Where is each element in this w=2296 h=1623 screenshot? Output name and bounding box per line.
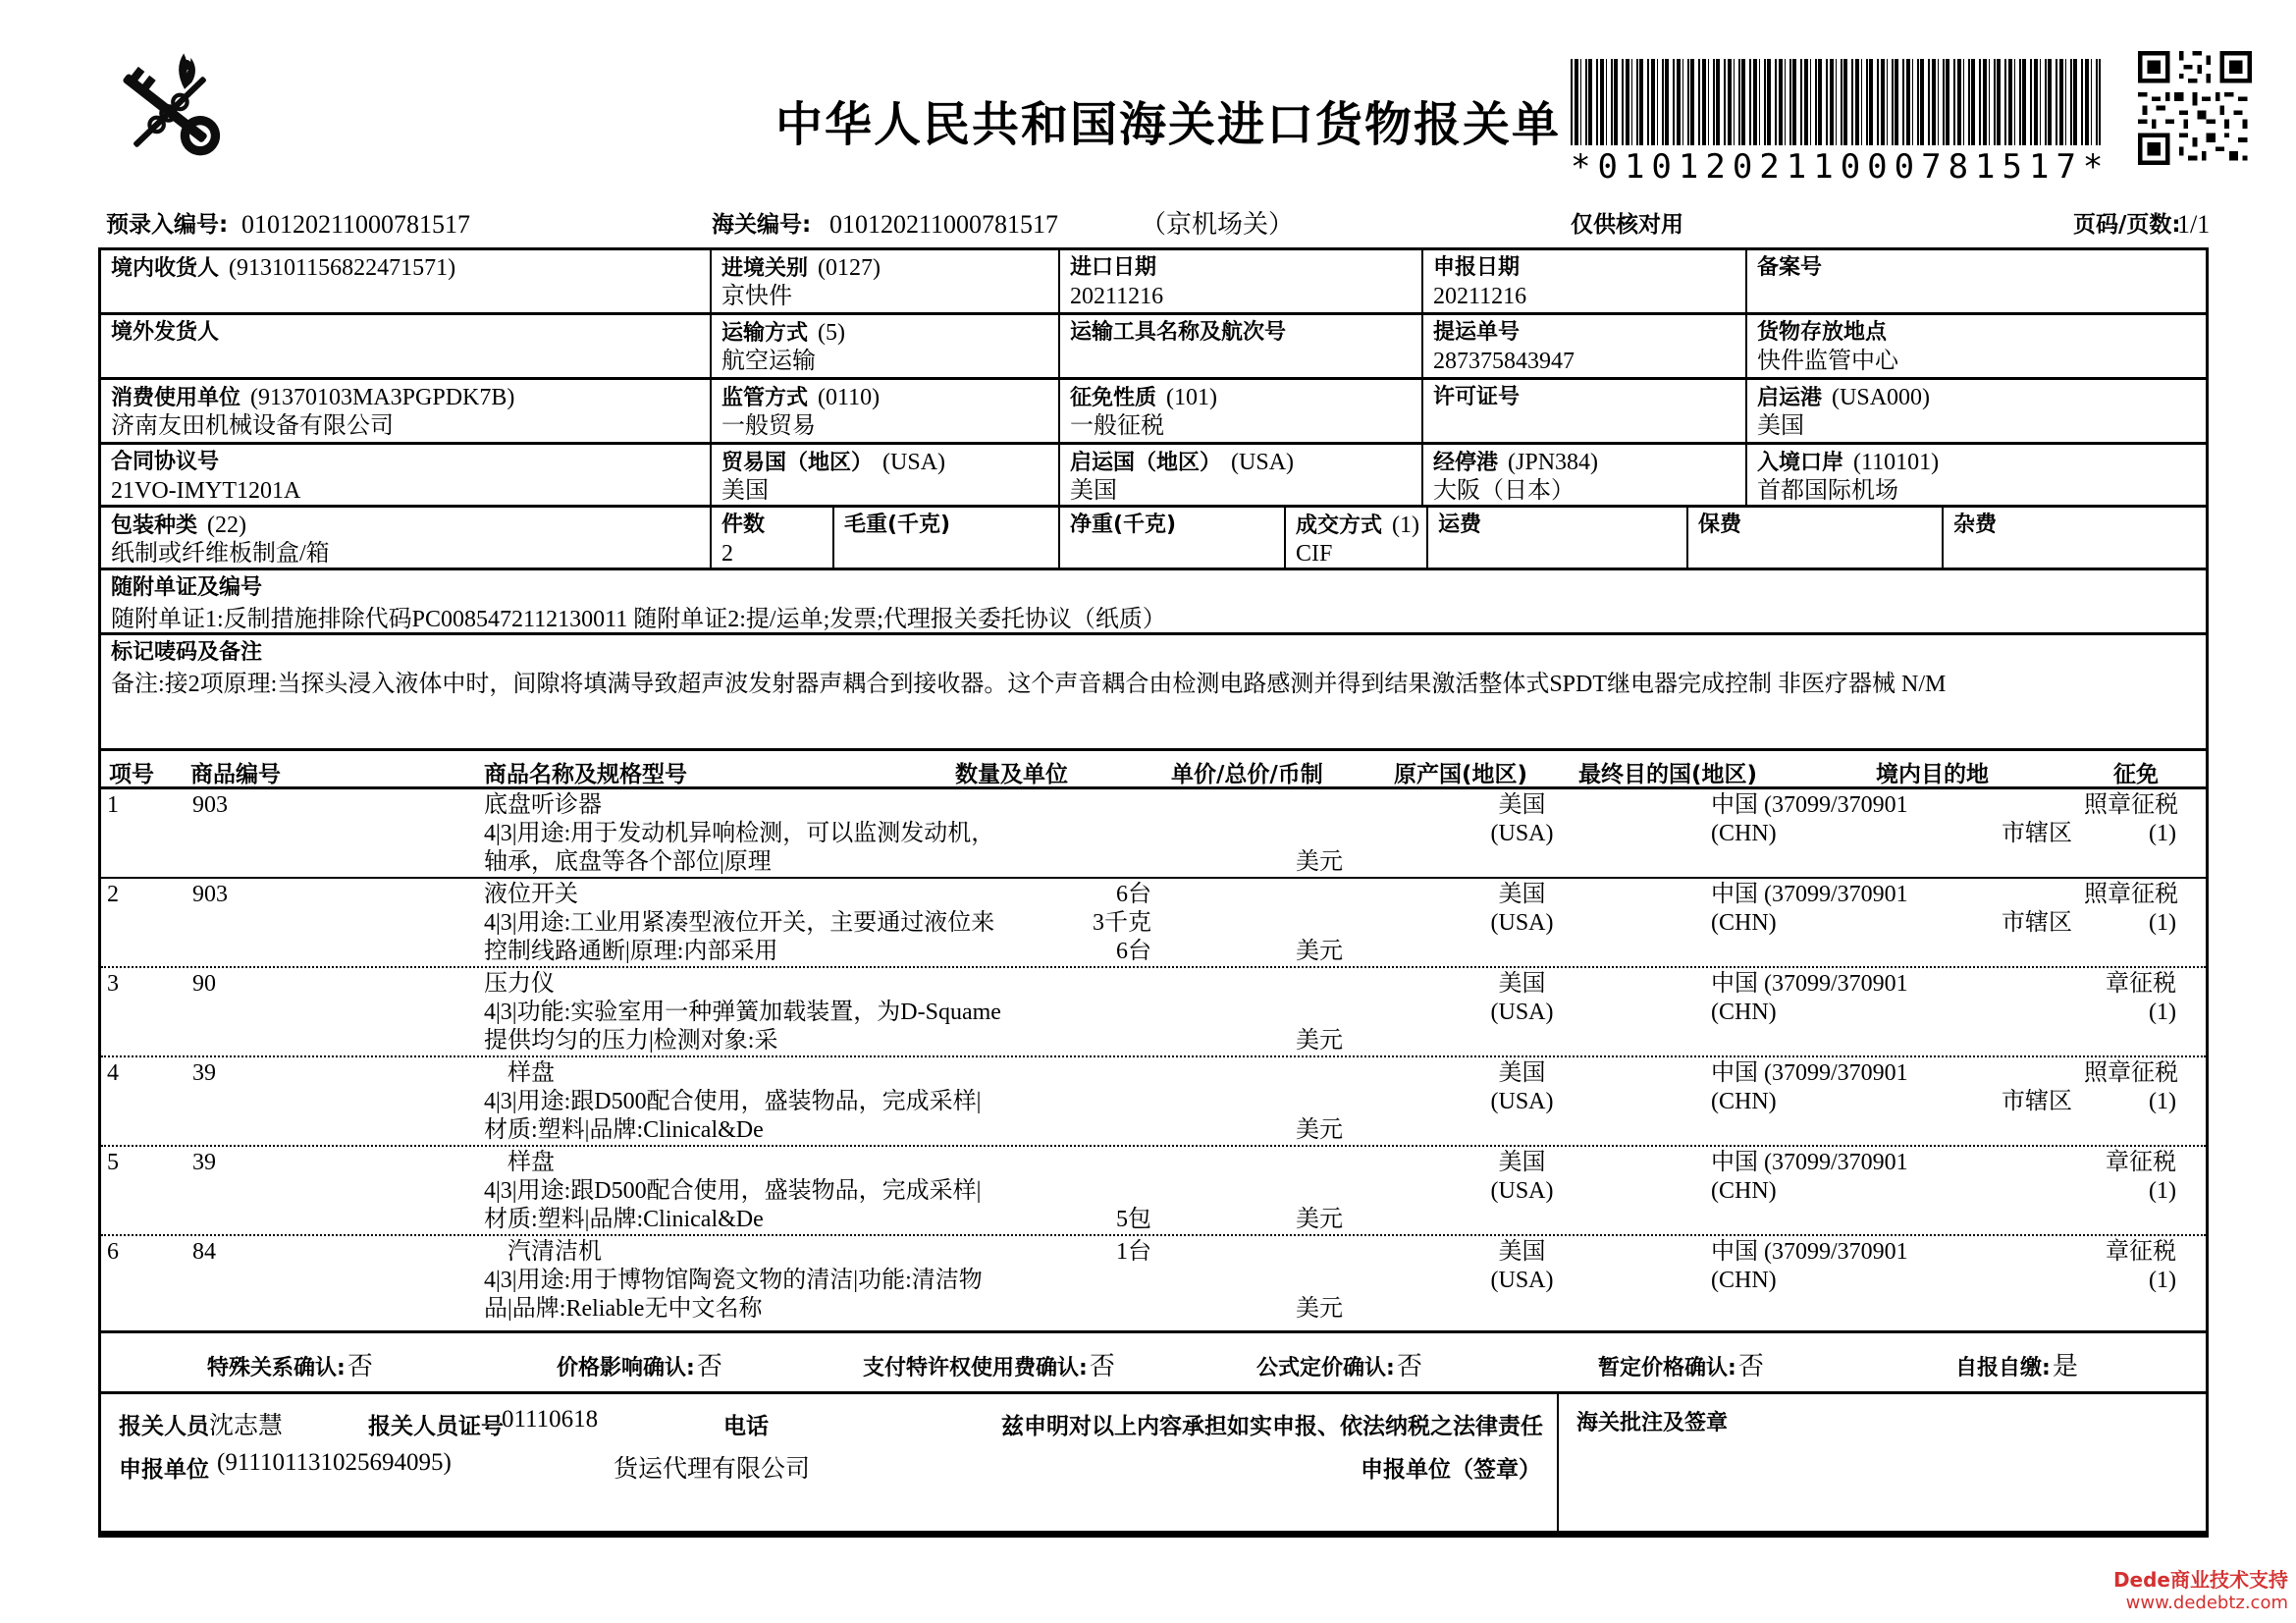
goods-row-4: [101, 1057, 2206, 1147]
item-qty: 1台: [1116, 1239, 1151, 1265]
item-tax: 章征税 (1): [2106, 1150, 2176, 1204]
confirm-price-influence: 价格影响确认:否: [557, 1352, 722, 1380]
item-domestic: 市辖区: [2002, 821, 2072, 846]
info-row-5: [101, 508, 2206, 570]
field-entry-port: 入境口岸 (110101) 首都国际机场: [1745, 445, 2206, 505]
watermark: [2113, 1568, 2288, 1615]
meta-row: [98, 208, 2209, 243]
info-row-1: [101, 250, 2206, 315]
col-origin-country: 原产国(地区): [1394, 762, 1528, 787]
field-bill-no: 提运单号 287375843947: [1421, 315, 1745, 377]
field-departure-port: 启运港 (USA000) 美国: [1745, 380, 2206, 442]
field-consumer-unit: 消费使用单位 (91370103MA3PGPDK7B) 济南友田机械设备有限公司: [111, 385, 515, 439]
customs-emblem-logo: [104, 51, 236, 173]
item-code: 903: [192, 792, 228, 818]
customs-note-label: 海关批注及签章: [1576, 1411, 1729, 1435]
legal-statement: 兹申明对以上内容承担如实申报、依法纳税之法律责任: [1001, 1414, 1543, 1439]
item-qty: [1083, 1059, 1151, 1145]
item-qty: 5包: [1116, 1207, 1151, 1232]
item-dest: 中国 (37099/370901 (CHN): [1711, 792, 1908, 846]
attached-documents-section: 随附单证及编号 随附单证1:反制措施排除代码PC0085472112130011 随附单证2:提/运单;发票;代理报关委托协议（纸质）: [101, 570, 2206, 635]
item-origin: 美国 (USA): [1490, 971, 1554, 1025]
field-supervision-mode: 监管方式 (0110) 一般贸易: [710, 380, 1058, 442]
field-transport-mode: 运输方式 (5) 航空运输: [710, 315, 1058, 377]
field-overseas-shipper: 境外发货人: [111, 320, 220, 345]
item-currency: 美元: [1296, 1296, 1343, 1322]
info-row-2: [101, 315, 2206, 380]
field-import-date: 进口日期 20211216: [1058, 250, 1421, 312]
item-name: 底盘听诊器 4|3|用途:用于发动机异响检测，可以监测发动机， 轴承，底盘等各个部位|原理: [484, 792, 995, 875]
page-label: 页码/页数:: [2073, 212, 2181, 238]
item-dest: 中国 (37099/370901 (CHN): [1711, 882, 1908, 936]
item-no: 6: [107, 1239, 119, 1265]
col-domestic-dest: 境内目的地: [1876, 762, 1989, 787]
field-net-weight: 净重(千克): [1058, 508, 1284, 568]
item-dest: 中国 (37099/370901 (CHN): [1711, 1150, 1908, 1204]
goods-row-6: [101, 1236, 2206, 1330]
item-code: 39: [192, 1060, 216, 1086]
field-packing-type: 包装种类 (22) 纸制或纤维板制盒/箱: [111, 513, 330, 567]
field-label: 境内收货人: [111, 256, 220, 281]
declarant-label: 报关人员: [119, 1414, 209, 1439]
customs-office: （京机场关）: [1141, 210, 1295, 239]
declarant-id: 01110618: [502, 1406, 599, 1433]
col-dest-country: 最终目的国(地区): [1578, 762, 1758, 787]
field-transit-port: 经停港 (JPN384) 大阪（日本）: [1421, 445, 1745, 505]
item-dest: 中国 (37099/370901 (CHN): [1711, 1239, 1908, 1293]
item-code: 90: [192, 971, 216, 997]
item-code: 84: [192, 1239, 216, 1265]
field-value: [111, 282, 700, 311]
check-only-note: 仅供核对用: [1571, 212, 1683, 238]
item-qty: 6台 3千克 6台: [1093, 882, 1151, 964]
info-row-4: [101, 445, 2206, 508]
item-domestic: [1956, 1149, 2084, 1234]
customs-no: 010120211000781517: [829, 210, 1059, 239]
item-domestic: [1956, 970, 2084, 1055]
item-domestic: 市辖区: [2002, 1089, 2072, 1114]
goods-row-1: [101, 789, 2206, 879]
item-name: 汽清洁机 4|3|用途:用于博物馆陶瓷文物的清洁|功能:清洁物 品|品牌:Reliable无中文名称: [484, 1239, 983, 1322]
confirm-special-relation: 特殊关系确认:否: [207, 1352, 373, 1380]
item-no: 2: [107, 882, 119, 907]
goods-table-header: [101, 751, 2206, 789]
barcode: [1571, 59, 2110, 187]
field-gross-weight: 毛重(千克): [832, 508, 1058, 568]
col-price-currency: 单价/总价/币制: [1171, 762, 1323, 787]
item-name: 压力仪 4|3|功能:实验室用一种弹簧加载装置，为D-Squame 提供均匀的压力|检测对象:采: [484, 971, 1001, 1054]
footer-section: [101, 1394, 2206, 1531]
page-value: 1/1: [2177, 210, 2211, 239]
field-record-no: 备案号: [1745, 250, 2206, 312]
field-trade-country: 贸易国（地区） (USA) 美国: [710, 445, 1058, 505]
item-no: 1: [107, 792, 119, 818]
watermark-line1: Dede商业技术支持: [2112, 1568, 2288, 1592]
declare-unit-seal-label: 申报单位（签章）: [1361, 1457, 1541, 1483]
field-tax-nature: 征免性质 (101) 一般征税: [1058, 380, 1421, 442]
item-tax: 章征税 (1): [2106, 971, 2176, 1025]
col-qty-unit: 数量及单位: [955, 762, 1068, 787]
phone-label: 电话: [723, 1414, 769, 1439]
item-tax: 照章征税 (1): [2084, 1060, 2178, 1114]
field-transaction-mode: 成交方式 (1) CIF: [1284, 508, 1426, 568]
pre-entry-no: 010120211000781517: [241, 210, 471, 239]
declarant-id-label: 报关人员证号: [368, 1414, 504, 1439]
col-item-no: 项号: [109, 762, 154, 787]
field-freight: 运费: [1426, 508, 1686, 568]
barcode-text: *010120211000781517*: [1571, 147, 2110, 187]
item-currency: 美元: [1296, 849, 1343, 875]
customs-no-label: 海关编号:: [712, 212, 812, 238]
item-tax: 照章征税 (1): [2084, 792, 2178, 846]
field-storage-place: 货物存放地点 快件监管中心: [1745, 315, 2206, 377]
footer-left: [101, 1394, 1559, 1531]
item-currency: 美元: [1296, 1117, 1343, 1143]
item-origin: 美国 (USA): [1490, 1239, 1554, 1293]
info-row-3: [101, 380, 2206, 445]
form-title: 中华人民共和国海关进口货物报关单: [774, 97, 1561, 152]
item-currency: 美元: [1296, 1207, 1343, 1232]
goods-row-5: [101, 1147, 2206, 1236]
field-insurance: 保费: [1686, 508, 1942, 568]
col-tax-exemption: 征免: [2113, 762, 2159, 787]
item-dest: 中国 (37099/370901 (CHN): [1711, 971, 1908, 1025]
field-misc-fee: 杂费: [1942, 508, 2206, 568]
qr-code-icon: [2138, 51, 2252, 165]
marks-notes-value: 备注:接2项原理:当探头浸入液体中时，间隙将填满导致超声波发射器声耦合到接收器。这个声音耦合由检测电路感测并得到结果激活整体式SPDT继电器完成控制 非医疗器械 N/M: [111, 672, 1947, 697]
item-qty: [1083, 791, 1151, 877]
item-origin: 美国 (USA): [1490, 1060, 1554, 1114]
confirm-self-declaration: 自报自缴:是: [1955, 1352, 2078, 1380]
col-item-name: 商品名称及规格型号: [484, 762, 687, 787]
field-code: (913101156822471571): [229, 255, 456, 281]
item-qty: [1083, 970, 1151, 1055]
item-tax: 章征税 (1): [2106, 1239, 2176, 1293]
field-entry-customs: 进境关别 (0127) 京快件: [710, 250, 1058, 312]
confirm-formula-pricing: 公式定价确认:否: [1256, 1352, 1422, 1380]
field-pieces: 件数 2: [710, 508, 832, 568]
confirm-royalty-payment: 支付特许权使用费确认:否: [863, 1352, 1115, 1380]
form-table: [98, 247, 2209, 1538]
barcode-bars-icon: [1571, 59, 2101, 145]
item-tax: 照章征税 (1): [2084, 882, 2178, 936]
attached-documents-value: 随附单证1:反制措施排除代码PC0085472112130011 随附单证2:提/运单;发票;代理报关委托协议（纸质）: [111, 607, 1166, 632]
goods-row-3: [101, 968, 2206, 1057]
declare-unit-label: 申报单位: [119, 1457, 209, 1483]
marks-notes-section: 标记唛码及备注 备注:接2项原理:当探头浸入液体中时，间隙将填满导致超声波发射器声耦合到接收器。这个声音耦合由检测电路感测并得到结果激活整体式SPDT继电器完成控制 非医疗器械 N/M: [101, 635, 2206, 751]
goods-row-2: [101, 879, 2206, 968]
item-no: 4: [107, 1060, 119, 1086]
pre-entry-label: 预录入编号:: [106, 212, 229, 238]
item-domestic: 市辖区: [2002, 910, 2072, 936]
declare-unit-code: (911101131025694095): [217, 1449, 452, 1476]
item-origin: 美国 (USA): [1490, 1150, 1554, 1204]
item-name: 液位开关 4|3|用途:工业用紧凑型液位开关，主要通过液位来 控制线路通断|原理:内部采用: [484, 882, 995, 964]
field-consignee: [101, 250, 710, 312]
goods-rows: [101, 789, 2206, 1333]
item-currency: 美元: [1296, 939, 1343, 964]
field-contract-no: 合同协议号 21VO-IMYT1201A: [111, 450, 301, 504]
item-currency: 美元: [1296, 1028, 1343, 1054]
item-origin: 美国 (USA): [1490, 792, 1554, 846]
item-origin: 美国 (USA): [1490, 882, 1554, 936]
confirmations-row: [101, 1333, 2206, 1394]
declarant-name: 沈志慧: [209, 1413, 284, 1439]
item-name: 样盘 4|3|用途:跟D500配合使用，盛装物品，完成采样| 材质:塑料|品牌:Clinical&De: [484, 1150, 982, 1232]
item-no: 3: [107, 971, 119, 997]
item-domestic: [1956, 1238, 2084, 1330]
watermark-line2: www.dedebtz.com: [2125, 1593, 2288, 1613]
field-declare-date: 申报日期 20211216: [1421, 250, 1745, 312]
item-dest: 中国 (37099/370901 (CHN): [1711, 1060, 1908, 1114]
item-no: 5: [107, 1150, 119, 1175]
field-transport-tool: 运输工具名称及航次号: [1058, 315, 1421, 377]
footer-right: [1559, 1394, 2206, 1531]
declare-unit-name: 货运代理有限公司: [614, 1456, 811, 1483]
field-license-no: 许可证号: [1421, 380, 1745, 442]
field-departure-country: 启运国（地区） (USA) 美国: [1058, 445, 1421, 505]
item-name: 样盘 4|3|用途:跟D500配合使用，盛装物品，完成采样| 材质:塑料|品牌:Clinical&De: [484, 1060, 982, 1143]
col-item-code: 商品编号: [190, 762, 281, 787]
item-code: 39: [192, 1150, 216, 1175]
item-code: 903: [192, 882, 228, 907]
confirm-provisional-price: 暂定价格确认:否: [1598, 1352, 1764, 1380]
